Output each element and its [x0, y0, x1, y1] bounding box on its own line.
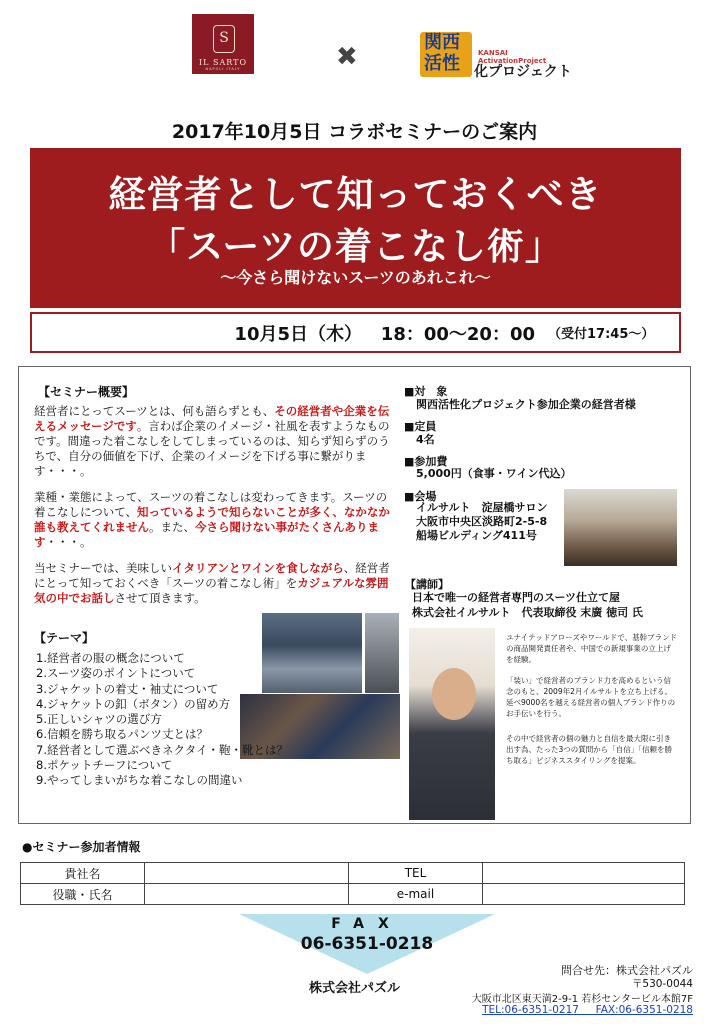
overview-p1-text-a: 経営者にとってスーツとは、何も語らずとも、 [34, 404, 275, 418]
theme-item: 8.ポケットチーフについて [36, 758, 173, 773]
overview-p3-text-c: させて頂きます。 [114, 591, 206, 605]
company-field[interactable] [145, 863, 349, 884]
fax-number: 06-6351-0218 [300, 934, 434, 954]
collab-cross-icon: ✖ [336, 42, 358, 72]
theme-item: 1.経営者の服の概念について [36, 651, 185, 665]
theme-item: 4.ジャケットの釦（ボタン）の留め方 [36, 696, 231, 711]
il-sarto-name: IL SARTO [198, 58, 248, 67]
reception-time: （受付17:45～） [548, 327, 655, 342]
instructor-bio-3: その中で経営者の個の魅力と自信を最大限に引き出す為、たった3つの質問から「自信」「信頼を勝ち取る」ビジネススタイリングを提案。 [506, 734, 673, 765]
theme-item: 7.経営者として選ぶべきネクタイ・鞄・靴とは？ [36, 742, 289, 757]
instructor-bio-1: ユナイテッドアローズやワールドで、基幹ブランドの商品開発責任者や、中国での新規事業の立上げを経験。 [506, 633, 678, 664]
capacity-value: 4名 [416, 433, 435, 446]
banner-subtitle: ～今さら聞けないスーツのあれこれ～ [220, 268, 491, 287]
overview-paragraph-1 [34, 404, 392, 479]
theme-item: 6.信頼を勝ち取るパンツ丈とは？ [36, 727, 208, 742]
instructor-name: 株式会社イルサルト 代表取締役 末廣 徳司 氏 [412, 606, 643, 619]
il-sarto-monogram: S [213, 25, 235, 53]
datetime-main: 10月5日（木） 18：00～20：00 [234, 324, 535, 345]
kansai-logo-kanji: 関西 活性 [424, 32, 460, 74]
contact-phone-fax[interactable]: TEL:06-6351-0217 FAX:06-6351-0218 [482, 1004, 693, 1016]
banner-title-line1: 経営者として知っておくべき [108, 173, 603, 216]
overview-p2-highlight-2: 今さら聞けない事がたくさんあります [34, 520, 379, 549]
banner-title-line2: 「スーツの着こなし術」 [148, 225, 563, 268]
salon-photo [564, 489, 677, 566]
email-field[interactable] [483, 884, 685, 905]
name-field[interactable] [145, 884, 349, 905]
target-label: ■対 象 [404, 385, 448, 398]
fee-label: ■参加費 [404, 455, 448, 468]
instructor-label: 【講師】 [405, 578, 449, 591]
il-sarto-subtitle: NAPOLI ITALY [205, 67, 241, 71]
themes-list [36, 651, 316, 789]
venue-name: イルサルト 淀屋橋サロン [416, 501, 548, 514]
fax-company: 株式会社パズル [308, 981, 400, 996]
page-heading: 2017年10月5日 コラボセミナーのご案内 [171, 121, 538, 143]
fax-title: FAX [331, 916, 403, 932]
email-label: e-mail [349, 884, 483, 905]
theme-item: 2.スーツ姿のポイントについて [36, 666, 196, 681]
instructor-face [432, 668, 476, 720]
theme-item: 3.ジャケットの着丈・袖丈について [36, 681, 219, 696]
overview-paragraph-3 [34, 561, 392, 606]
overview-p3-highlight-2: カジュアルな雰囲気の中でお話し [34, 576, 389, 605]
participant-info-label: ●セミナー参加者情報 [22, 840, 141, 854]
overview-p3-text-b: 、経営者にとって知っておくべき「スーツの着こなし術」を [34, 561, 390, 590]
overview-p2-text-c: ・・・。 [45, 535, 92, 549]
mannequin-photo [365, 613, 399, 693]
overview-p2-text-b: 。また、 [149, 520, 195, 534]
venue-address: 大阪市中央区淡路町2-5-8 [416, 515, 548, 528]
venue-building: 船場ビルディング411号 [416, 529, 537, 542]
contact-postal: 〒530-0044 [631, 978, 693, 990]
contact-title: 問合せ先：株式会社パズル [561, 964, 693, 977]
overview-title: 【セミナー概要】 [38, 385, 135, 399]
kansai-logo-english: KANSAI ActivationProject [478, 49, 547, 65]
instructor-photo [409, 628, 495, 820]
overview-p1-text-b: 。言わば企業のイメージ・社風を表すようなものです。間違った着こなしをしてしまっているのは、知らず知らずのうちで、自分の価値を下げ、企業のイメージを下げる事に繋がります・・・。 [34, 419, 390, 478]
overview-p2-text-a: 業種・業態によって、スーツの着こなしは変わってきます。スーツの着こなしについて、 [34, 490, 388, 519]
fee-value: 5,000円（食事・ワイン代込） [416, 467, 572, 480]
overview-p3-highlight-1: イタリアンとワインを食しながら [172, 561, 344, 575]
company-label: 貴社名 [21, 863, 145, 884]
overview-p3-text-a: 当セミナーでは、美味しい [34, 561, 172, 575]
venue-label: ■会場 [404, 490, 437, 503]
instructor-bio-2: 「装い」で経営者のブランド力を高めるという信念のもと、2009年2月イルサルトを立ち上げる。延べ9000名を越える経営者の個人ブランド作りのお手伝いを行う。 [506, 676, 676, 718]
name-label: 役職・氏名 [21, 884, 145, 905]
instructor-title: 日本で唯一の経営者専門のスーツ仕立て屋 [412, 591, 621, 604]
tel-label: TEL [349, 863, 483, 884]
overview-p1-highlight: その経営者や企業を伝えるメッセージです [34, 404, 390, 433]
tel-field[interactable] [483, 863, 685, 884]
contact-address: 大阪市北区東天満2-9-1 若杉センタービル本館7F [471, 994, 693, 1005]
capacity-label: ■定員 [404, 420, 437, 433]
themes-title: 【テーマ】 [34, 631, 95, 645]
kansai-logo-project: 化プロジェクト [474, 64, 572, 80]
overview-p2-highlight-1: 知っているようで知らないことが多く、なかなか誰も教えてくれません [34, 505, 390, 534]
participant-form [20, 862, 685, 905]
target-value: 関西活性化プロジェクト参加企業の経営者様 [416, 398, 636, 411]
overview-paragraph-2 [34, 490, 392, 550]
theme-item: 5.正しいシャツの選び方 [36, 712, 162, 727]
theme-item: 9.やってしまいがちな着こなしの間違い [36, 773, 243, 788]
